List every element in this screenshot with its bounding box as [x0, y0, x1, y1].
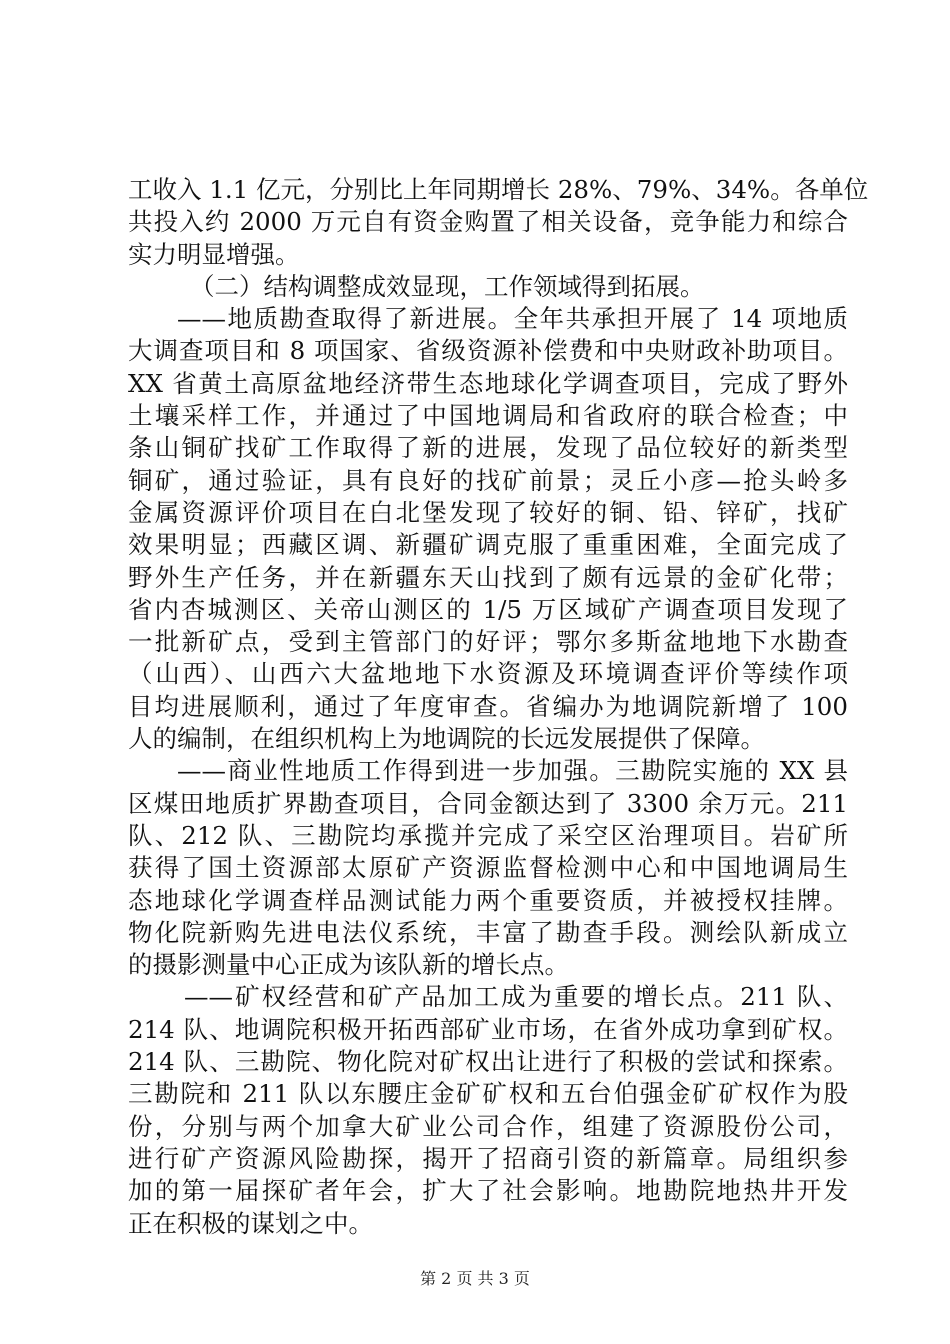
- paragraph-line: 进行矿产资源风险勘探，揭开了招商引资的新篇章。局组织参: [128, 1143, 848, 1173]
- paragraph-line: 土壤采样工作，并通过了中国地调局和省政府的联合检查；中: [128, 401, 848, 431]
- paragraph-line: 实力明显增强。: [128, 239, 300, 269]
- paragraph-line: 214 队、地调院积极开拓西部矿业市场，在省外成功拿到矿权。: [128, 1014, 848, 1044]
- paragraph-line: 正在积极的谋划之中。: [128, 1208, 373, 1238]
- paragraph-line: ——地质勘查取得了新进展。全年共承担开展了 14 项地质: [177, 304, 848, 334]
- paragraph-line: XX 省黄土高原盆地经济带生态地球化学调查项目，完成了野外: [128, 368, 848, 398]
- paragraph-line: 效果明显；西藏区调、新疆矿调克服了重重困难，全面完成了: [128, 530, 848, 560]
- paragraph-line: 铜矿，通过验证，具有良好的找矿前景；灵丘小彦—抢头岭多: [128, 465, 848, 495]
- paragraph-line: （山西）、山西六大盆地地下水资源及环境调查评价等续作项: [128, 659, 848, 689]
- document-body: [128, 174, 869, 1240]
- paragraph-line: 一批新矿点，受到主管部门的好评；鄂尔多斯盆地地下水勘查: [128, 627, 848, 657]
- paragraph-line: 的摄影测量中心正成为该队新的增长点。: [128, 950, 569, 980]
- paragraph-line: 共投入约 2000 万元自有资金购置了相关设备，竞争能力和综合: [128, 207, 848, 237]
- section-heading: （二）结构调整成效显现，工作领域得到拓展。: [190, 271, 705, 301]
- paragraph-line: 214 队、三勘院、物化院对矿权出让进行了积极的尝试和探索。: [128, 1047, 848, 1077]
- paragraph-line: 野外生产任务，并在新疆东天山找到了颇有远景的金矿化带；: [128, 562, 848, 592]
- paragraph-line: 金属资源评价项目在白北堡发现了较好的铜、铅、锌矿，找矿: [128, 497, 848, 527]
- paragraph-line: 三勘院和 211 队以东腰庄金矿矿权和五台伯强金矿矿权作为股: [128, 1079, 848, 1109]
- paragraph-line: 工收入 1.1 亿元，分别比上年同期增长 28%、79%、34%。各单位: [128, 175, 869, 204]
- paragraph-line: 份，分别与两个加拿大矿业公司合作，组建了资源股份公司，: [128, 1111, 848, 1141]
- paragraph-line: 区煤田地质扩界勘查项目，合同金额达到了 3300 余万元。211: [128, 788, 848, 818]
- paragraph-line: 态地球化学调查样品测试能力两个重要资质，并被授权挂牌。: [128, 885, 848, 915]
- paragraph-line: 加的第一届探矿者年会，扩大了社会影响。地勘院地热井开发: [128, 1176, 848, 1206]
- paragraph-line: 条山铜矿找矿工作取得了新的进展，发现了品位较好的新类型: [128, 433, 848, 463]
- paragraph-line: 人的编制，在组织机构上为地调院的长远发展提供了保障。: [128, 724, 765, 754]
- paragraph-line: 省内杏城测区、关帝山测区的 1/5 万区域矿产调查项目发现了: [128, 594, 848, 624]
- paragraph-line: ——商业性地质工作得到进一步加强。三勘院实施的 XX 县: [177, 756, 848, 786]
- paragraph-line: 大调查项目和 8 项国家、省级资源补偿费和中央财政补助项目。: [128, 336, 848, 366]
- page-number-footer: 第 2 页 共 3 页: [420, 1269, 530, 1288]
- paragraph-line: ——矿权经营和矿产品加工成为重要的增长点。211 队、: [184, 982, 848, 1012]
- paragraph-line: 物化院新购先进电法仪系统，丰富了勘查手段。测绘队新成立: [128, 917, 848, 947]
- paragraph-line: 队、212 队、三勘院均承揽并完成了采空区治理项目。岩矿所: [128, 820, 848, 850]
- paragraph-line: 获得了国土资源部太原矿产资源监督检测中心和中国地调局生: [128, 853, 848, 883]
- paragraph-line: 目均进展顺利，通过了年度审查。省编办为地调院新增了 100: [128, 691, 848, 721]
